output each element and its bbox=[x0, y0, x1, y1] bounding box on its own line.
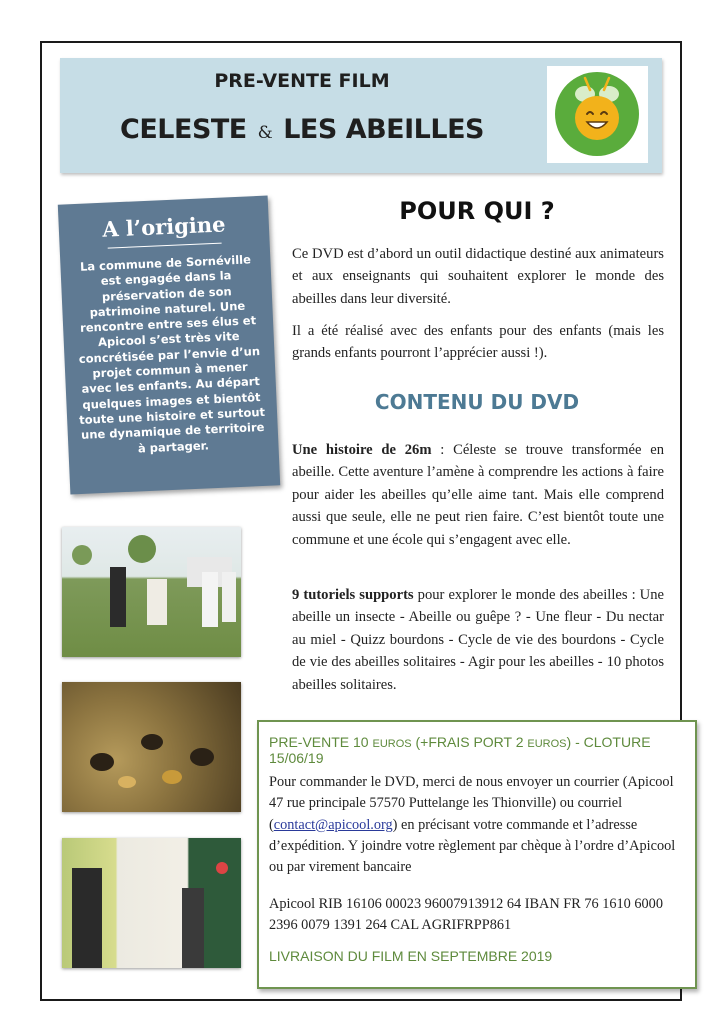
title-part-2: LES ABEILLES bbox=[283, 114, 484, 145]
title-banner bbox=[60, 58, 662, 173]
pour-qui-paragraph-1 bbox=[292, 243, 664, 310]
histoire-label: Une histoire de 26m bbox=[292, 442, 432, 458]
prevente-closing: ) - CLOTURE 15/06/19 bbox=[269, 734, 651, 766]
title-part-1: CELESTE bbox=[120, 114, 247, 145]
prevente-shipping-currency: EUROS bbox=[527, 738, 567, 750]
histoire-paragraph bbox=[292, 439, 664, 551]
contact-email-link[interactable]: contact@apicool.org bbox=[273, 816, 393, 833]
tutoriels-label: 9 tutoriels supports bbox=[292, 587, 414, 603]
film-title bbox=[60, 114, 544, 145]
prevente-shipping: (+FRAIS PORT 2 bbox=[411, 734, 528, 750]
bank-details bbox=[269, 894, 691, 937]
photo-classroom-filming bbox=[62, 838, 241, 968]
pour-qui-text-2: Il a été réalisé avec des enfants pour des enfants (mais les grands enfants pourront l’apprécier aussi !). bbox=[292, 323, 664, 362]
smiling-bee-logo-icon bbox=[547, 66, 648, 163]
pour-qui-paragraph-2 bbox=[292, 320, 664, 365]
pour-qui-heading: POUR QUI ? bbox=[399, 197, 555, 225]
prevente-line bbox=[269, 734, 695, 766]
origin-panel bbox=[58, 196, 280, 495]
title-ampersand: & bbox=[257, 123, 273, 143]
pre-title: PRE-VENTE FILM bbox=[214, 70, 390, 92]
order-instructions bbox=[269, 772, 691, 878]
origin-divider bbox=[108, 243, 222, 249]
origin-heading: A l’origine bbox=[101, 211, 226, 242]
order-text-before: Pour commander le DVD, merci de nous envoyer un courrier (Apicool 47 rue principale 57570 Puttelange les Thionville) ou courriel ( bbox=[269, 774, 674, 833]
logo bbox=[547, 66, 648, 163]
contenu-heading: CONTENU DU DVD bbox=[374, 390, 580, 414]
photo-beekeepers-filming bbox=[62, 527, 241, 657]
order-box bbox=[257, 720, 697, 989]
photo-bumblebees bbox=[62, 682, 241, 812]
origin-text: La commune de Sornéville est engagée dans la préservation de son patrimoine naturel. Une rencontre entre ses élus et Apicool s’est très vite concrétisée par l’envie d’un projet commun à mener avec les enfants. Au départ quelques images et bientôt toute une histoire et surtout une dynamique de territoire à partager. bbox=[78, 252, 266, 456]
histoire-text: : Céleste se trouve transformée en abeille. Cette aventure l’amène à comprendre les actions à faire pour aider les abeilles qu’elle aime tant. Mais elle comprend aussi que seule, elle ne peut rien faire. C’est bientôt toute une commune et une école qui s’engagent avec elle. bbox=[292, 442, 664, 548]
rib-text: Apicool RIB 16106 00023 96007913912 64 IBAN FR 76 1610 6000 2396 0079 1391 264 CAL AGRIFRPP861 bbox=[269, 896, 663, 934]
tutoriels-paragraph bbox=[292, 584, 664, 696]
livraison-line: LIVRAISON DU FILM EN SEPTEMBRE 2019 bbox=[269, 948, 553, 964]
prevente-price: PRE-VENTE 10 bbox=[269, 734, 373, 750]
pour-qui-text-1: Ce DVD est d’abord un outil didactique destiné aux animateurs et aux enseignants qui souhaitent explorer le monde des abeilles dans leur diversité. bbox=[292, 246, 664, 307]
order-text-after: ) en précisant votre commande et l’adresse d’expédition. Y joindre votre règlement par chèque à l’ordre d’Apicool ou par virement bancaire bbox=[269, 816, 676, 876]
tutoriels-text: pour explorer le monde des abeilles : Une abeille un insecte - Abeille ou guêpe ? - Une fleur - Du nectar au miel - Quizz bourdons - Cycle de vie des bourdons - Cycle de vie des abeilles solitaires - Agir pour les abeilles - 10 photos abeilles solitaires. bbox=[292, 587, 664, 693]
prevente-currency: EUROS bbox=[372, 738, 412, 750]
